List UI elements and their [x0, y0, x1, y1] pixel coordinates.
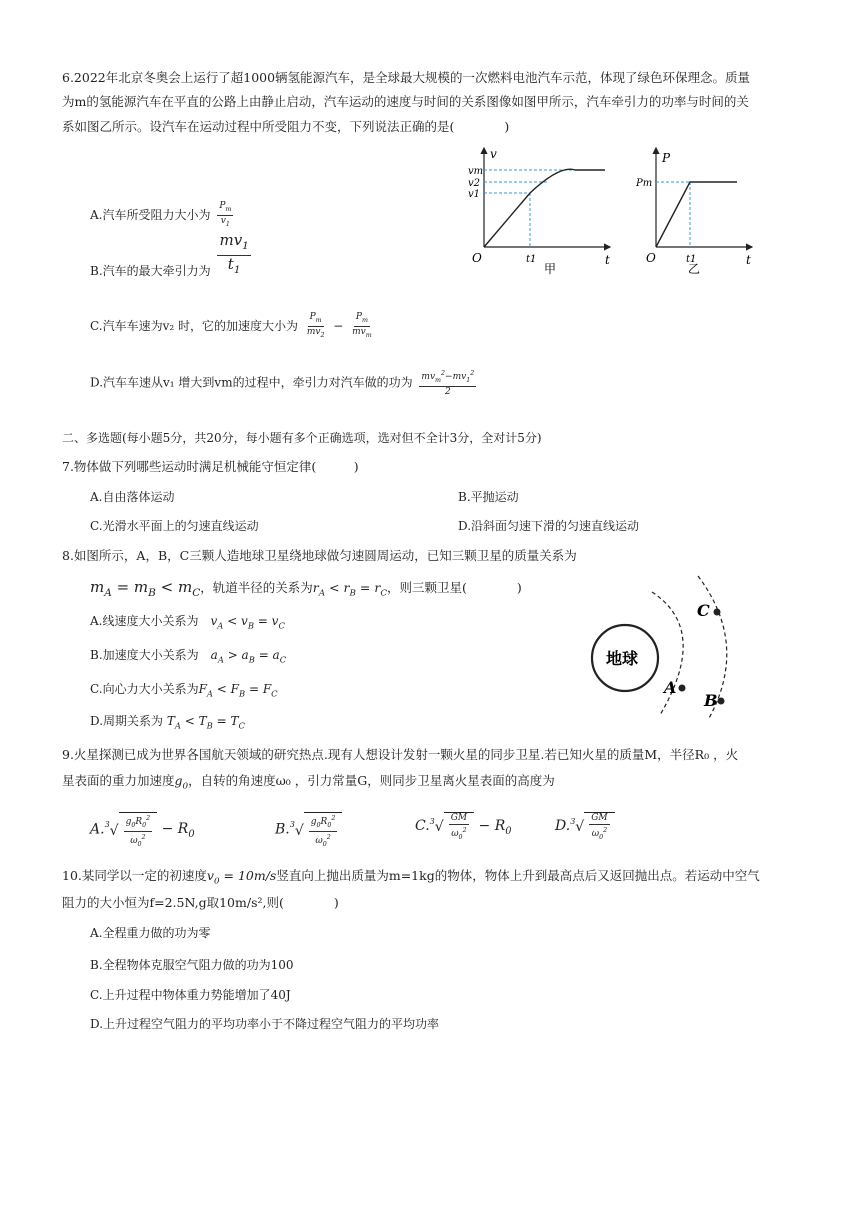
q9-option-a: A. $^3$ √ $\frac{g_0R_0^2}{\omega_0^2}$ − $R_0$	[90, 812, 195, 850]
graph-caption-jia: 甲	[544, 262, 557, 275]
section-title: 二、多选题(每小题5分，共20分，每小题有多个正确选项，选对但不全计3分，全对计5分)	[62, 431, 542, 445]
origin-label: O	[472, 251, 482, 265]
q9-option-d: D. $^3$ √ $\frac{GM}{\omega_0^2}$	[555, 812, 615, 843]
q8-option-c: C.向心力大小关系为$F_A < F_B = F_C$	[90, 682, 278, 699]
v2-label: v2	[468, 178, 481, 189]
q10-line2: 阻力的大小恒为f=2.5N,g取10m/s²,则( )	[62, 895, 339, 910]
power-time-graph	[632, 140, 762, 275]
vm-label: vm	[468, 166, 484, 177]
q6-option-a: A.汽车所受阻力大小为 $\frac{P_m}{v_1}$	[90, 201, 232, 228]
x-label: t	[605, 253, 610, 267]
satellite-a	[679, 685, 686, 692]
q10-option-a: A.全程重力做的功为零	[90, 926, 211, 940]
q6-line3: 系如图乙所示。设汽车在运动过程中所受阻力不变，下列说法正确的是( )	[62, 119, 510, 134]
earth-label: 地球	[606, 649, 639, 668]
q9-line2: 星表面的重力加速度$g_0$，自转的角速度ω₀ ，引力常量G，则同步卫星离火星表面的高度为	[62, 773, 555, 792]
q10-option-b: B.全程物体克服空气阻力做的功为100	[90, 958, 294, 972]
q8-option-b: B.加速度大小关系为 $a_A > a_B = a_C$	[90, 648, 287, 665]
y-label: P	[662, 151, 671, 165]
t1-label: t1	[686, 254, 697, 265]
q9-line1: 9.火星探测已成为世界各国航天领域的研究热点.现有人想设计发射一颗火星的同步卫星.若已知火星的质量M，半径R₀ ，火	[62, 747, 739, 762]
t1-label: t1	[526, 254, 537, 265]
label-a: A	[664, 678, 677, 697]
q9-option-c: C. $^3$ √ $\frac{GM}{\omega_0^2}$ − $R_0$	[415, 813, 512, 841]
q7-stem: 7.物体做下列哪些运动时满足机械能守恒定律( )	[62, 459, 359, 474]
q8-line2: $m_A = m_B < m_C$，轨道半径的关系为$r_A < r_B = r_C$，则三颗卫星( )	[90, 578, 522, 599]
satellite-c	[714, 609, 721, 616]
q6-line1: 6.2022年北京冬奥会上运行了超1000辆氢能源汽车，是全球最大规模的一次燃料电池汽车示范，体现了绿色环保理念。质量	[62, 70, 751, 85]
q8-option-d: D.周期关系为 $T_A < T_B = T_C$	[90, 714, 245, 731]
q7-option-a: A.自由落体运动	[90, 490, 175, 504]
q7-option-c: C.光滑水平面上的匀速直线运动	[90, 519, 259, 533]
origin-label: O	[646, 251, 656, 265]
q10-option-d: D.上升过程空气阻力的平均功率小于不降过程空气阻力的平均功率	[90, 1017, 440, 1031]
q10-line1: 10.某同学以一定的初速度$v_0 = 10m/s$竖直向上抛出质量为m=1kg的物体，物体上升到最高点后又返回抛出点。若运动中空气	[62, 868, 760, 887]
satellite-diagram	[590, 570, 750, 720]
q10-option-c: C.上升过程中物体重力势能增加了40J	[90, 988, 291, 1002]
x-label: t	[746, 253, 751, 267]
pm-label: Pm	[636, 178, 653, 189]
q7-option-b: B.平抛运动	[458, 490, 519, 504]
v1-label: v1	[468, 189, 481, 200]
q8-option-a: A.线速度大小关系为 $v_A < v_B = v_C$	[90, 614, 285, 631]
q6-option-c: C.汽车车速为v₂ 时，它的加速度大小为 $\frac{P_m}{mv_2}$ − $\frac{P_m}{mv_m}$	[90, 312, 372, 339]
satellite-b	[718, 698, 725, 705]
label-c: C	[697, 601, 710, 620]
q6-option-b: B.汽车的最大牵引力为 $\frac{mv_1}{t_1}$	[90, 231, 249, 278]
y-label: v	[490, 147, 497, 161]
q6-line2: 为m的氢能源汽车在平直的公路上由静止启动，汽车运动的速度与时间的关系图像如图甲所示，汽车牵引力的功率与时间的关	[62, 94, 749, 109]
q6-option-d: D.汽车车速从v₁ 增大到vm的过程中，牵引力对汽车做的功为 $\frac{mv_m^2-mv_1^2}{2}$	[90, 370, 475, 397]
v-t-curve	[484, 169, 605, 247]
q8-stem: 8.如图所示，A，B，C三颗人造地球卫星绕地球做匀速圆周运动，已知三颗卫星的质量关系为	[62, 548, 577, 563]
q7-option-d: D.沿斜面匀速下滑的匀速直线运动	[458, 519, 640, 533]
p-t-curve	[656, 182, 737, 247]
velocity-time-graph	[460, 140, 620, 275]
q9-option-b: B. $^3$ √ $\frac{g_0R_0^2}{\omega_0^2}$	[275, 812, 342, 850]
label-b: B	[704, 691, 718, 710]
graph-caption-yi: 乙	[688, 262, 701, 275]
